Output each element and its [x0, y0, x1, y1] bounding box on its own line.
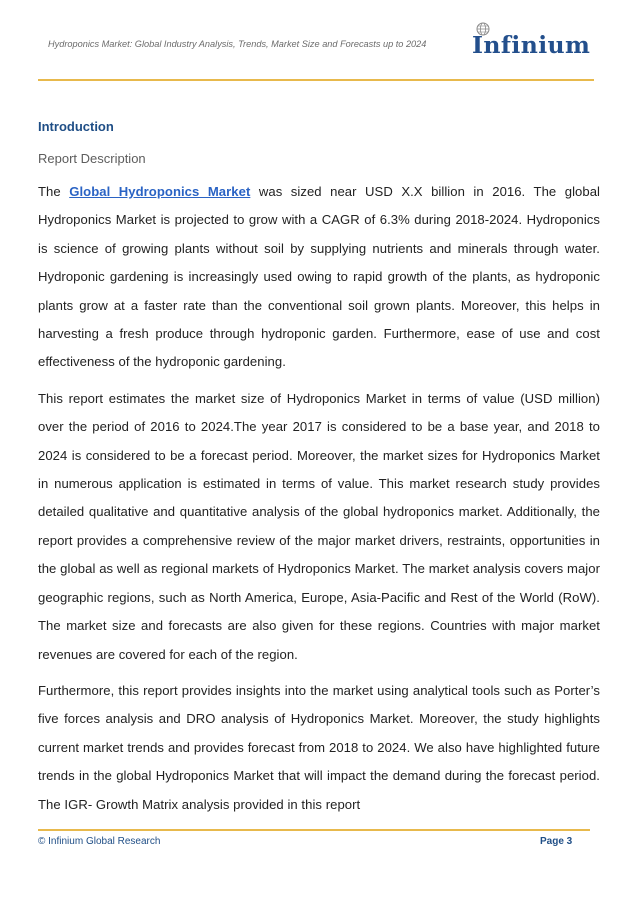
paragraph-3: Furthermore, this report provides insights into the market using analytical tools such as Porter’s five forces analysis and DRO analysis of Hydroponics Market. Moreover, the study highlights current market trends and provides forecast from 2018 to 2024. We also have highlighted future trends in the global Hydroponics Market that will impact the demand during the forecast period. The IGR- Growth Matrix analysis provided in this report [38, 682, 600, 812]
section-heading: Introduction [38, 119, 114, 134]
paragraph-2: This report estimates the market size of Hydroponics Market in terms of value (USD million) over the period of 2016 to 2024.The year 2017 is considered to be a base year, and 2018 to 2024 is considered to be a forecast period. Moreover, the market sizes for Hydroponics Market in numerous application is estimated in terms of value. This market research study provides detailed qualitative and quantitative analysis of the global hydroponics market. Additionally, the report provides a comprehensive review of the major market drivers, restraints, opportunities in the global as well as regional markets of Hydroponics Market. The market analysis covers major geographic regions, such as North America, Europe, Asia-Pacific and Rest of the World (RoW). The market size and forecasts are also given for these regions. Countries with major market revenues are covered for each of the region. [38, 390, 600, 662]
logo-wordmark: Infinium [472, 31, 591, 59]
global-hydroponics-market-link[interactable]: Global Hydroponics Market [69, 184, 251, 199]
infinium-logo [472, 20, 592, 62]
footer-copyright: © Infinium Global Research [38, 836, 161, 847]
footer-divider [38, 829, 590, 831]
subsection-heading: Report Description [38, 151, 146, 166]
header-divider [38, 79, 594, 81]
paragraph-1-rest: was sized near USD X.X billion in 2016. The global Hydroponics Market is projected to grow with a CAGR of 6.3% during 2018-2024. Hydroponics is science of growing plants without soil by supplying nutrients and minerals through water. Hydroponic gardening is increasingly used owing to rapid growth of the plants, as hydroponic plants grow at a faster rate than the conventional soil grown plants. Moreover, this helps in harvesting a fresh produce through hydroponic garden. Furthermore, ease of use and cost effectiveness of the hydroponic gardening. [38, 184, 600, 370]
running-header: Hydroponics Market: Global Industry Analysis, Trends, Market Size and Forecasts up to 2024 [48, 39, 427, 49]
paragraph-1-lead: The [38, 184, 70, 199]
paragraph-1 [38, 178, 600, 377]
page-body [38, 114, 600, 827]
page-number: Page 3 [540, 836, 573, 847]
